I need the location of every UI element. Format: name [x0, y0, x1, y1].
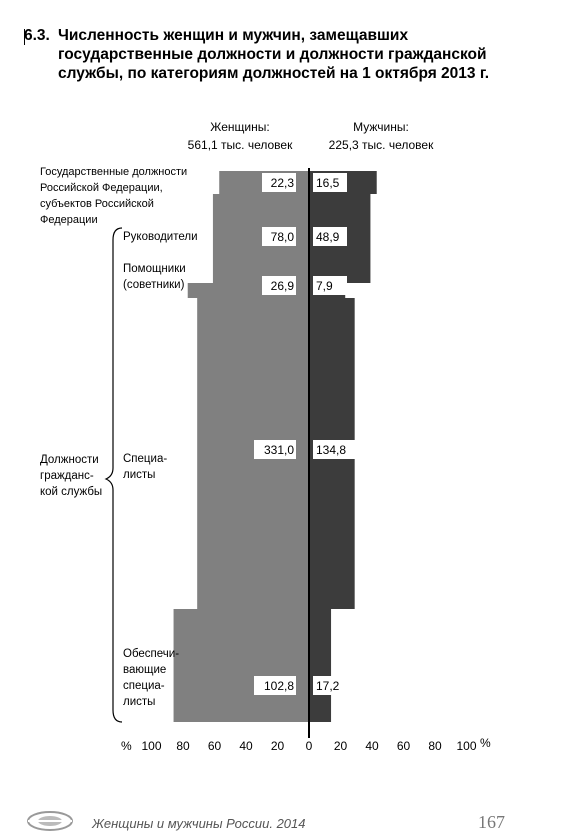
group-label: кой службы	[40, 486, 103, 498]
x-tick-label: 80	[428, 739, 442, 753]
value-label-men: 7,9	[316, 279, 333, 293]
category-label: Специа-	[123, 453, 168, 465]
x-axis	[121, 736, 491, 753]
x-tick-label: 60	[207, 739, 222, 753]
x-tick-label: 20	[333, 739, 348, 753]
x-tick-label: 60	[396, 739, 411, 753]
category-label: вающие	[123, 664, 167, 676]
value-label-men: 134,8	[316, 443, 347, 457]
value-label-women: 78,0	[270, 230, 294, 244]
category-label: субъектов Российской	[40, 198, 154, 210]
value-label-women: 102,8	[263, 679, 294, 693]
group-label: гражданс-	[40, 470, 94, 482]
value-label-women: 22,3	[270, 176, 294, 190]
value-label-men: 17,2	[316, 679, 340, 693]
x-tick-label: 20	[270, 739, 285, 753]
legend-men-total: 225,3 тыс. человек	[328, 138, 434, 152]
footer-publication: Женщины и мужчины России. 2014	[92, 816, 306, 831]
x-tick-label: 0	[305, 739, 313, 753]
x-unit-right: %	[480, 736, 491, 750]
value-label-men: 48,9	[316, 230, 340, 244]
legend-men-name: Мужчины:	[353, 120, 409, 134]
x-tick-label: 40	[365, 739, 379, 753]
category-label: Государственные должности	[40, 166, 188, 178]
value-label-women: 26,9	[270, 279, 294, 293]
title-text: Численность женщин и мужчин, замещавших государственные должности и должности гражданской службы, по категориям должностей на 1 октября 2013 г.	[58, 27, 490, 82]
category-label: (советники)	[123, 279, 185, 291]
x-tick-label: 40	[239, 739, 253, 753]
page-number: 167	[478, 812, 505, 832]
value-label-men: 16,5	[316, 176, 340, 190]
x-tick-label: 100	[141, 739, 162, 753]
category-label: листы	[123, 469, 156, 481]
category-label: Руководители	[123, 231, 198, 243]
bar-men	[309, 609, 331, 722]
category-label: листы	[123, 696, 156, 708]
category-label: Помощники	[123, 263, 186, 275]
category-label: специа-	[123, 680, 165, 692]
group-label: Должности	[40, 454, 99, 466]
value-label-women: 331,0	[263, 443, 294, 457]
chart-legend	[188, 120, 434, 152]
x-tick-label: 80	[176, 739, 190, 753]
group-brace	[106, 228, 122, 722]
category-label: Федерации	[40, 214, 98, 226]
category-label: Российской Федерации,	[40, 182, 163, 194]
bar-women	[174, 609, 309, 722]
x-tick-label: 100	[456, 739, 477, 753]
legend-women-name: Женщины:	[210, 120, 270, 134]
legend-women-total: 561,1 тыс. человек	[187, 138, 293, 152]
title-number: 6.3.	[24, 27, 50, 44]
x-unit-left: %	[121, 739, 132, 753]
category-label: Обеспечи-	[123, 648, 180, 660]
